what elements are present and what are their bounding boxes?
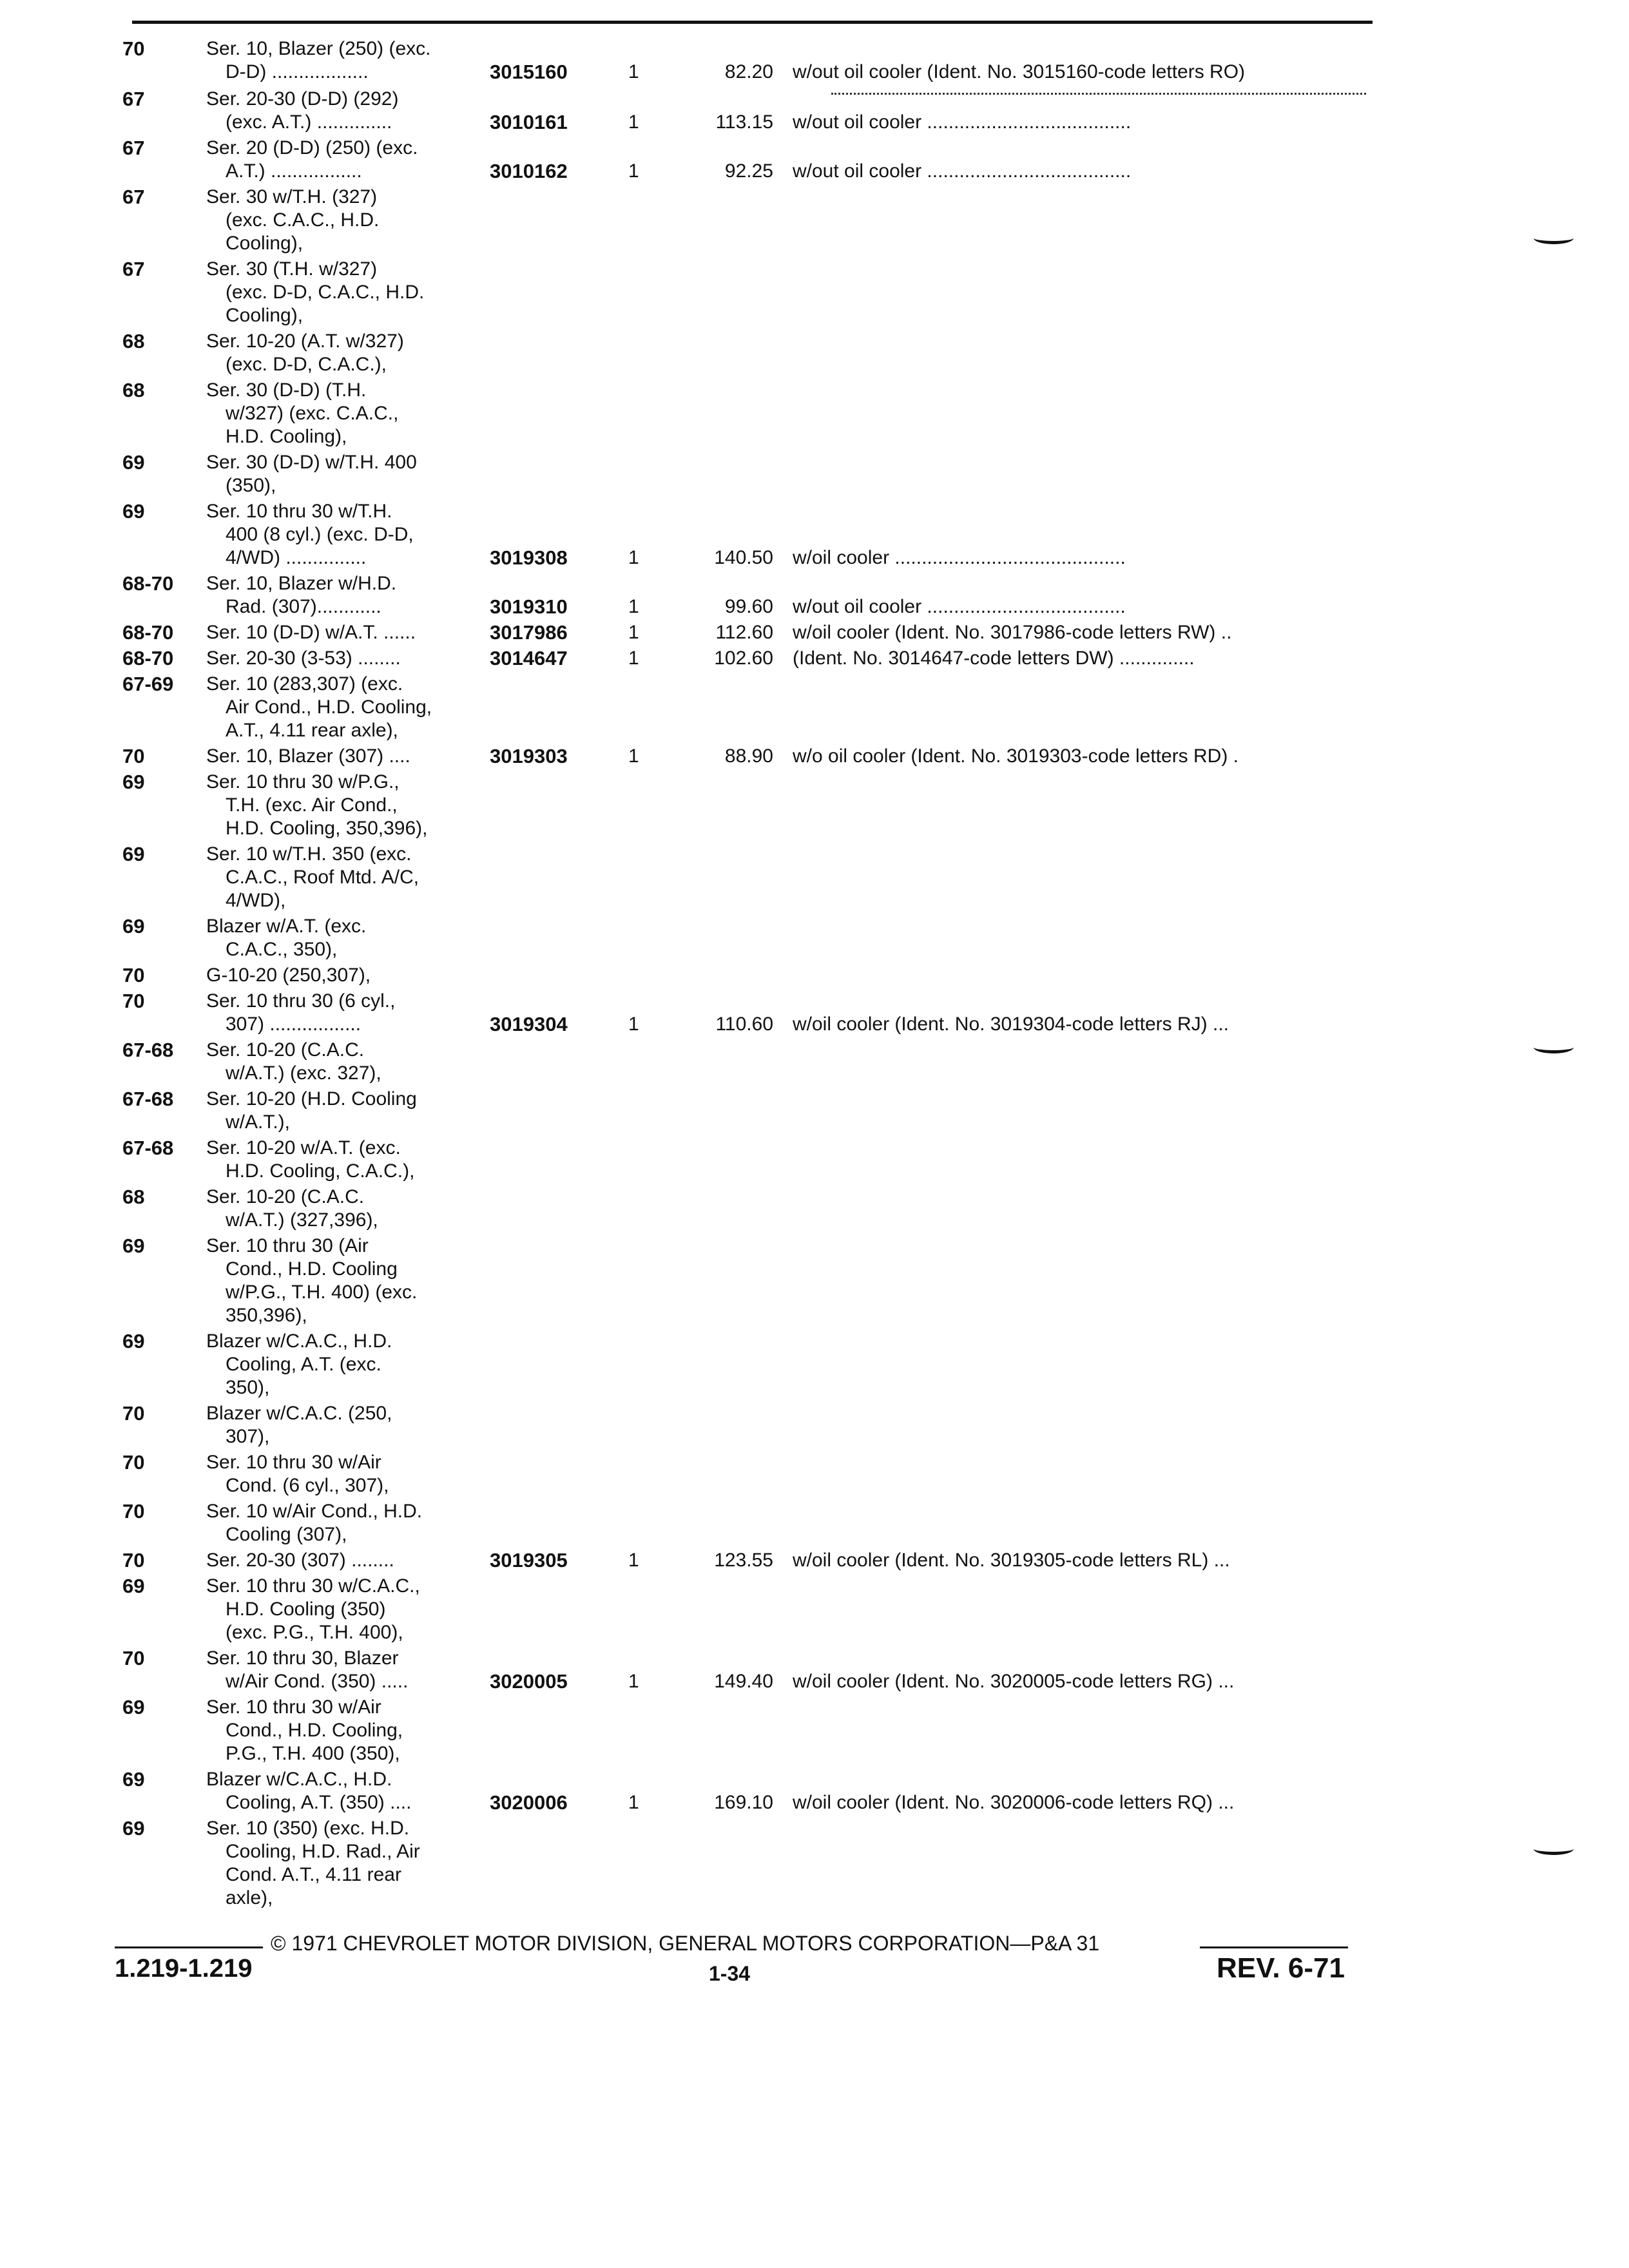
description-line: D-D) ..................	[226, 61, 369, 82]
description-line: Ser. 10 (350) (exc. H.D.	[206, 1818, 410, 1839]
model-year: 67	[122, 137, 145, 159]
list-price: 82.20	[724, 61, 773, 82]
application-description	[206, 1235, 490, 1327]
leader-dots	[831, 86, 1366, 95]
description-line: (exc. A.T.) ..............	[226, 111, 392, 133]
margin-mark	[1534, 1041, 1574, 1053]
description-line: 4/WD) ...............	[226, 547, 367, 568]
description-line: w/A.T.),	[226, 1111, 291, 1133]
model-year: 70	[122, 1549, 145, 1571]
quantity: 1	[628, 1550, 639, 1571]
description-line: 307) .................	[226, 1014, 361, 1035]
description-line: Cooling, A.T. (350) ....	[226, 1792, 412, 1813]
section-code: 1.219-1.219	[115, 1954, 253, 1983]
application-description	[206, 964, 490, 987]
model-year: 68-70	[122, 647, 174, 669]
model-year: 69	[122, 1696, 145, 1718]
description-line: Cooling),	[226, 305, 304, 326]
application-description	[206, 258, 490, 327]
description-line: (exc. D-D, C.A.C., H.D.	[226, 282, 425, 303]
revision-label: REV. 6-71	[1217, 1952, 1345, 1984]
model-year: 68-70	[122, 572, 174, 595]
list-price: 112.60	[715, 622, 773, 643]
description-line: Ser. 10 thru 30 w/Air	[206, 1696, 381, 1718]
remarks: w/out oil cooler ......................................	[793, 160, 1132, 182]
model-year: 70	[122, 964, 145, 986]
application-description	[206, 990, 490, 1036]
remarks: w/oil cooler (Ident. No. 3019305-code letters RL) ...	[793, 1550, 1230, 1571]
application-description	[206, 915, 490, 961]
description-line: P.G., T.H. 400 (350),	[226, 1743, 400, 1764]
description-line: Cooling),	[226, 233, 304, 254]
description-line: Ser. 10 w/T.H. 350 (exc.	[206, 843, 412, 865]
application-description	[206, 1451, 490, 1497]
description-line: Blazer w/C.A.C. (250,	[206, 1403, 392, 1424]
footer-rule-right	[1200, 1946, 1348, 1948]
part-number: 3019303	[490, 745, 568, 767]
application-description	[206, 1549, 490, 1572]
model-year: 69	[122, 1330, 145, 1352]
model-year: 67	[122, 186, 145, 208]
description-line: Ser. 10 (283,307) (exc.	[206, 673, 403, 695]
model-year: 68-70	[122, 621, 174, 644]
application-description	[206, 379, 490, 448]
model-year: 69	[122, 915, 145, 937]
description-line: H.D. Cooling, C.A.C.),	[226, 1160, 415, 1182]
application-description	[206, 1186, 490, 1232]
description-line: A.T., 4.11 rear axle),	[226, 720, 398, 741]
description-line: Ser. 20-30 (D-D) (292)	[206, 88, 399, 110]
model-year: 67-68	[122, 1088, 174, 1110]
description-line: Cond. (6 cyl., 307),	[226, 1475, 389, 1496]
description-line: w/A.T.) (exc. 327),	[226, 1062, 381, 1084]
description-line: 350),	[226, 1377, 270, 1398]
quantity: 1	[628, 622, 639, 643]
description-line: Ser. 30 w/T.H. (327)	[206, 186, 378, 207]
description-line: Ser. 20-30 (3-53) ........	[206, 648, 401, 669]
list-price: 99.60	[724, 596, 773, 617]
model-year: 70	[122, 1402, 145, 1425]
quantity: 1	[628, 1671, 639, 1692]
description-line: Ser. 10 (D-D) w/A.T. ......	[206, 622, 416, 643]
model-year: 69	[122, 843, 145, 865]
model-year: 68	[122, 1186, 145, 1208]
description-line: Ser. 30 (D-D) w/T.H. 400	[206, 452, 417, 473]
description-line: Ser. 10-20 w/A.T. (exc.	[206, 1137, 401, 1158]
remarks: w/out oil cooler (Ident. No. 3015160-code letters RO)	[793, 61, 1246, 82]
part-number: 3015160	[490, 61, 568, 83]
application-description	[206, 1039, 490, 1085]
application-description	[206, 1817, 490, 1910]
description-line: Ser. 10 thru 30 w/P.G.,	[206, 771, 400, 793]
list-price: 110.60	[715, 1014, 773, 1035]
model-year: 70	[122, 1500, 145, 1523]
description-line: A.T.) .................	[226, 160, 362, 182]
description-line: (350),	[226, 475, 276, 496]
list-price: 123.55	[714, 1550, 773, 1571]
remarks: (Ident. No. 3014647-code letters DW) ..............	[793, 648, 1195, 669]
description-line: C.A.C., Roof Mtd. A/C,	[226, 867, 419, 888]
description-line: 350,396),	[226, 1305, 307, 1326]
description-line: Ser. 10 thru 30 w/C.A.C.,	[206, 1575, 420, 1597]
remarks: w/out oil cooler .....................................	[793, 596, 1126, 617]
application-description	[206, 137, 490, 183]
part-number: 3020006	[490, 1791, 568, 1814]
application-description	[206, 1647, 490, 1693]
part-number: 3019305	[490, 1549, 568, 1571]
description-line: w/P.G., T.H. 400) (exc.	[226, 1282, 418, 1303]
list-price: 140.50	[714, 547, 773, 568]
description-line: Rad. (307)............	[226, 596, 381, 617]
description-line: Blazer w/C.A.C., H.D.	[206, 1331, 392, 1352]
model-year: 69	[122, 1575, 145, 1597]
description-line: Cooling, H.D. Rad., Air	[226, 1841, 420, 1862]
margin-mark	[1534, 232, 1574, 244]
description-line: Cooling, A.T. (exc.	[226, 1354, 381, 1375]
remarks: w/oil cooler ...........................................	[793, 547, 1126, 568]
quantity: 1	[628, 745, 639, 767]
application-description	[206, 673, 490, 742]
application-description	[206, 572, 490, 619]
description-line: Cond., H.D. Cooling,	[226, 1720, 403, 1741]
application-description	[206, 745, 490, 768]
application-description	[206, 1402, 490, 1448]
description-line: Air Cond., H.D. Cooling,	[226, 697, 432, 718]
description-line: Blazer w/A.T. (exc.	[206, 916, 367, 937]
quantity: 1	[628, 648, 639, 669]
application-description	[206, 1088, 490, 1134]
list-price: 149.40	[714, 1671, 773, 1692]
margin-mark	[1534, 1843, 1574, 1855]
list-price: 88.90	[724, 745, 773, 767]
description-line: H.D. Cooling, 350,396),	[226, 818, 428, 839]
part-number: 3020005	[490, 1670, 568, 1693]
description-line: Ser. 10 thru 30 w/T.H.	[206, 501, 392, 522]
model-year: 69	[122, 451, 145, 474]
part-number: 3019304	[490, 1013, 568, 1035]
model-year: 67-69	[122, 673, 174, 695]
description-line: Ser. 20-30 (307) ........	[206, 1550, 394, 1571]
list-price: 169.10	[714, 1792, 773, 1813]
description-line: Ser. 30 (T.H. w/327)	[206, 258, 378, 280]
description-line: (exc. C.A.C., H.D.	[226, 209, 380, 231]
description-line: 307),	[226, 1426, 270, 1447]
remarks: w/o oil cooler (Ident. No. 3019303-code letters RD) .	[793, 745, 1239, 767]
application-description	[206, 1696, 490, 1765]
model-year: 67	[122, 258, 145, 280]
model-year: 70	[122, 1647, 145, 1669]
description-line: 400 (8 cyl.) (exc. D-D,	[226, 524, 414, 545]
model-year: 69	[122, 1235, 145, 1257]
application-description	[206, 1575, 490, 1644]
model-year: 68	[122, 379, 145, 401]
model-year: 70	[122, 745, 145, 767]
list-price: 113.15	[715, 111, 773, 133]
description-line: T.H. (exc. Air Cond.,	[226, 794, 398, 816]
application-description	[206, 500, 490, 570]
list-price: 102.60	[714, 648, 773, 669]
model-year: 67	[122, 88, 145, 110]
description-line: H.D. Cooling),	[226, 426, 347, 447]
description-line: 4/WD),	[226, 890, 286, 911]
quantity: 1	[628, 61, 639, 82]
model-year: 69	[122, 1768, 145, 1791]
description-line: Ser. 10-20 (H.D. Cooling	[206, 1088, 417, 1110]
part-number: 3019308	[490, 546, 568, 569]
application-description	[206, 771, 490, 840]
application-description	[206, 330, 490, 376]
application-description	[206, 451, 490, 497]
top-rule	[132, 21, 1373, 24]
quantity: 1	[628, 1792, 639, 1813]
part-number: 3010161	[490, 111, 568, 133]
quantity: 1	[628, 1014, 639, 1035]
application-description	[206, 1768, 490, 1814]
application-description	[206, 1500, 490, 1546]
model-year: 69	[122, 771, 145, 793]
copyright-notice: © 1971 CHEVROLET MOTOR DIVISION, GENERAL MOTORS CORPORATION—P&A 31	[271, 1932, 1100, 1955]
application-description	[206, 647, 490, 670]
description-line: Ser. 10 thru 30 (6 cyl.,	[206, 990, 396, 1012]
page-number: 1-34	[709, 1962, 751, 1985]
description-line: Cond., H.D. Cooling	[226, 1258, 398, 1280]
description-line: w/Air Cond. (350) .....	[226, 1671, 409, 1692]
part-number: 3019310	[490, 595, 568, 618]
model-year: 69	[122, 1817, 145, 1840]
quantity: 1	[628, 596, 639, 617]
part-number: 3010162	[490, 160, 568, 182]
application-description	[206, 621, 490, 644]
remarks: w/oil cooler (Ident. No. 3019304-code letters RJ) ...	[793, 1014, 1229, 1035]
application-description	[206, 843, 490, 912]
description-line: (exc. P.G., T.H. 400),	[226, 1622, 403, 1643]
description-line: G-10-20 (250,307),	[206, 965, 371, 986]
description-line: Ser. 10-20 (C.A.C.	[206, 1039, 365, 1061]
application-description	[206, 186, 490, 255]
application-description	[206, 1137, 490, 1183]
list-price: 92.25	[724, 160, 773, 182]
part-number: 3014647	[490, 647, 568, 669]
remarks: w/oil cooler (Ident. No. 3020005-code letters RG) ...	[793, 1671, 1235, 1692]
description-line: H.D. Cooling (350)	[226, 1599, 386, 1620]
application-description	[206, 37, 490, 84]
model-year: 67-68	[122, 1137, 174, 1159]
description-line: Ser. 10 thru 30 w/Air	[206, 1452, 381, 1473]
description-line: Ser. 20 (D-D) (250) (exc.	[206, 137, 418, 159]
model-year: 70	[122, 990, 145, 1012]
description-line: Ser. 10-20 (C.A.C.	[206, 1186, 365, 1207]
remarks: w/out oil cooler ......................................	[793, 111, 1132, 133]
description-line: Ser. 30 (D-D) (T.H.	[206, 380, 367, 401]
description-line: Cond. A.T., 4.11 rear	[226, 1864, 401, 1885]
description-line: Ser. 10, Blazer (307) ....	[206, 745, 410, 767]
model-year: 70	[122, 37, 145, 60]
application-description	[206, 1330, 490, 1399]
description-line: (exc. D-D, C.A.C.),	[226, 354, 387, 375]
description-line: Cooling (307),	[226, 1524, 347, 1545]
remarks: w/oil cooler (Ident. No. 3020006-code letters RQ) ...	[793, 1792, 1235, 1813]
description-line: Ser. 10 thru 30 (Air	[206, 1235, 369, 1256]
description-line: Ser. 10, Blazer w/H.D.	[206, 573, 397, 594]
footer-rule-left	[115, 1946, 263, 1948]
quantity: 1	[628, 111, 639, 133]
description-line: C.A.C., 350),	[226, 939, 338, 960]
description-line: Blazer w/C.A.C., H.D.	[206, 1769, 392, 1790]
description-line: Ser. 10 thru 30, Blazer	[206, 1648, 399, 1669]
part-number: 3017986	[490, 621, 568, 644]
remarks: w/oil cooler (Ident. No. 3017986-code letters RW) ..	[793, 622, 1232, 643]
description-line: w/A.T.) (327,396),	[226, 1209, 378, 1231]
model-year: 70	[122, 1451, 145, 1474]
application-description	[206, 88, 490, 134]
quantity: 1	[628, 547, 639, 568]
model-year: 67-68	[122, 1039, 174, 1061]
description-line: Ser. 10 w/Air Cond., H.D.	[206, 1501, 423, 1522]
model-year: 69	[122, 500, 145, 523]
description-line: Ser. 10-20 (A.T. w/327)	[206, 331, 404, 352]
description-line: Ser. 10, Blazer (250) (exc.	[206, 38, 431, 59]
description-line: w/327) (exc. C.A.C.,	[226, 403, 399, 424]
quantity: 1	[628, 160, 639, 182]
description-line: axle),	[226, 1887, 273, 1908]
model-year: 68	[122, 330, 145, 352]
